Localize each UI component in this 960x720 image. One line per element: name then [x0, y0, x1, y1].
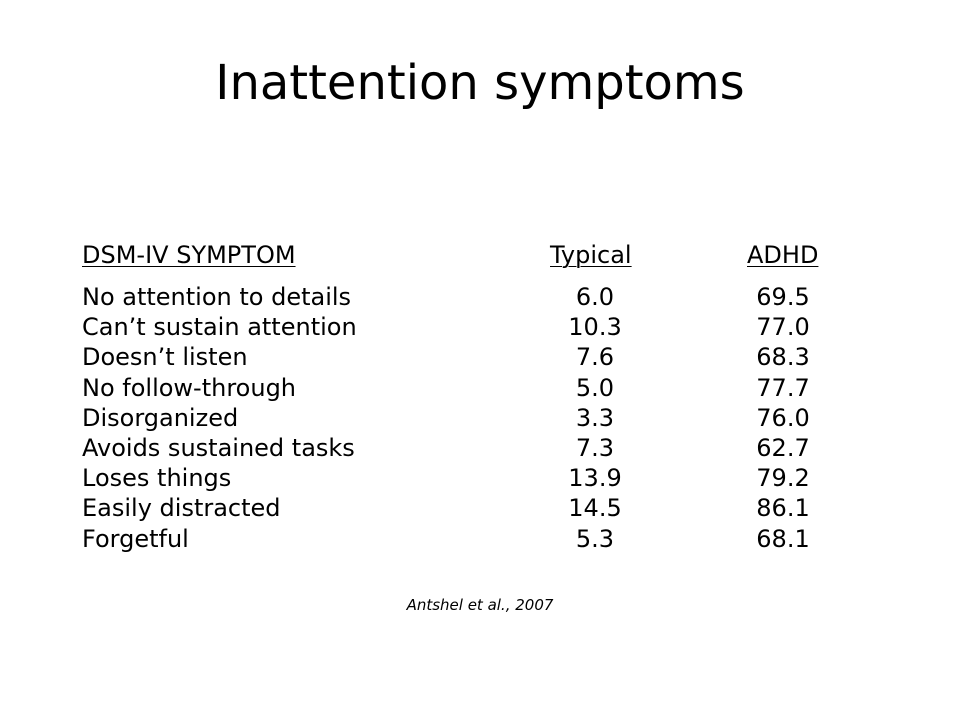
symptom-cell: No follow-through — [82, 373, 297, 402]
typical-cell: 13.9 — [568, 464, 622, 493]
typical-cell: 3.3 — [575, 403, 615, 432]
adhd-cell: 86.1 — [756, 494, 810, 523]
typical-cell: 7.3 — [575, 433, 615, 462]
adhd-cell: 77.7 — [756, 373, 810, 402]
adhd-cell: 77.0 — [756, 313, 810, 342]
typical-cell: 14.5 — [568, 494, 622, 523]
table-row — [82, 463, 862, 493]
symptom-cell: Forgetful — [82, 524, 189, 553]
typical-cell: 6.0 — [575, 283, 615, 311]
adhd-cell: 68.3 — [756, 343, 810, 372]
slide-title: Inattention symptoms — [215, 55, 745, 111]
symptom-table — [82, 240, 862, 554]
table-row — [82, 493, 862, 523]
table-row — [82, 342, 862, 372]
table-row — [82, 403, 862, 433]
table-row — [82, 524, 862, 554]
symptom-cell: Disorganized — [82, 403, 239, 432]
table-row — [82, 373, 862, 403]
typical-cell: 5.3 — [575, 524, 615, 553]
table-row — [82, 433, 862, 463]
adhd-cell: 68.1 — [756, 524, 810, 553]
typical-cell: 10.3 — [568, 313, 622, 342]
header-symptom: DSM-IV SYMPTOM — [82, 241, 296, 269]
adhd-cell: 79.2 — [756, 464, 810, 493]
adhd-cell: 62.7 — [756, 433, 810, 462]
symptom-cell: No attention to details — [82, 283, 352, 311]
symptom-cell: Can’t sustain attention — [82, 313, 357, 342]
table-row — [82, 282, 862, 312]
typical-cell: 7.6 — [575, 343, 615, 372]
adhd-cell: 76.0 — [756, 403, 810, 432]
symptom-cell: Easily distracted — [82, 494, 281, 523]
header-typical: Typical — [550, 241, 632, 269]
table-row — [82, 312, 862, 342]
adhd-cell: 69.5 — [756, 283, 810, 311]
symptom-cell: Avoids sustained tasks — [82, 433, 355, 462]
citation: Antshel et al., 2007 — [406, 596, 554, 614]
typical-cell: 5.0 — [575, 373, 615, 402]
table-header-row — [82, 240, 862, 271]
symptom-cell: Loses things — [82, 464, 232, 493]
symptom-cell: Doesn’t listen — [82, 343, 248, 372]
header-adhd: ADHD — [747, 241, 819, 269]
